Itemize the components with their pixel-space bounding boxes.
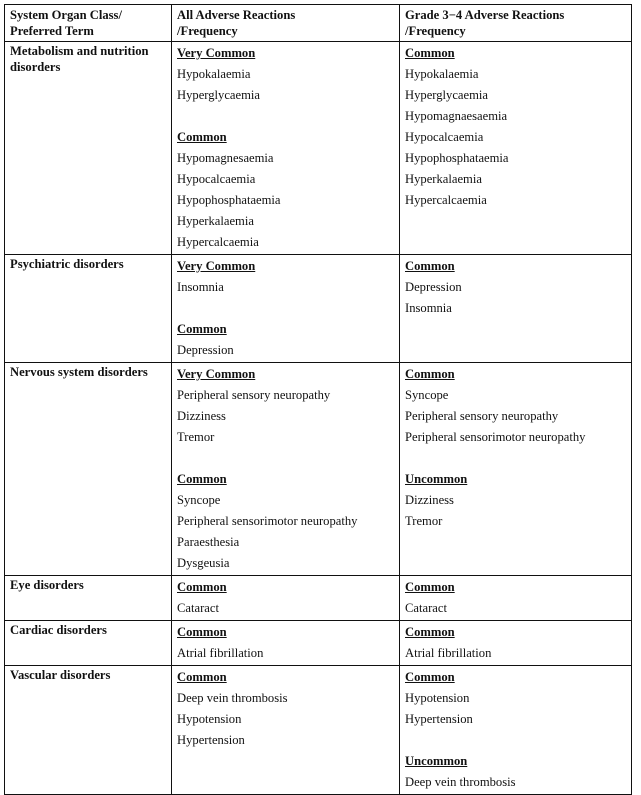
frequency-heading: Common <box>405 625 455 639</box>
frequency-heading: Uncommon <box>405 754 468 768</box>
frequency-heading: Common <box>177 322 227 336</box>
system-organ-class-cell: Nervous system disorders <box>5 363 172 576</box>
preferred-term: Hyperkalaemia <box>177 214 254 228</box>
system-organ-class-cell: Cardiac disorders <box>5 621 172 666</box>
table-body <box>5 42 632 795</box>
grade34-reactions-cell <box>400 576 632 621</box>
frequency-heading: Common <box>405 580 455 594</box>
system-organ-class-cell: Psychiatric disorders <box>5 255 172 363</box>
group-spacer <box>177 107 395 128</box>
preferred-term: Tremor <box>177 430 215 444</box>
group-spacer <box>405 449 627 470</box>
frequency-heading: Very Common <box>177 259 256 273</box>
frequency-heading: Common <box>405 259 455 273</box>
all-reactions-cell <box>172 576 400 621</box>
preferred-term: Insomnia <box>405 301 452 315</box>
preferred-term: Hyperglycaemia <box>177 88 260 102</box>
preferred-term: Hypercalcaemia <box>405 193 487 207</box>
table-row <box>5 666 632 795</box>
frequency-heading: Common <box>405 670 455 684</box>
preferred-term: Dizziness <box>177 409 226 423</box>
frequency-heading: Uncommon <box>405 472 468 486</box>
all-reactions-cell <box>172 255 400 363</box>
frequency-heading: Common <box>405 46 455 60</box>
preferred-term: Syncope <box>405 388 449 402</box>
preferred-term: Paraesthesia <box>177 535 240 549</box>
group-spacer <box>405 731 627 752</box>
preferred-term: Hypocalcaemia <box>405 130 484 144</box>
preferred-term: Hypotension <box>177 712 242 726</box>
table-row <box>5 255 632 363</box>
grade34-reactions-cell <box>400 666 632 795</box>
preferred-term: Hypocalcaemia <box>177 172 256 186</box>
frequency-heading: Common <box>177 625 227 639</box>
all-reactions-cell <box>172 363 400 576</box>
preferred-term: Depression <box>405 280 462 294</box>
preferred-term: Dizziness <box>405 493 454 507</box>
preferred-term: Peripheral sensory neuropathy <box>177 388 331 402</box>
frequency-heading: Common <box>405 367 455 381</box>
preferred-term: Deep vein thrombosis <box>177 691 288 705</box>
preferred-term: Cataract <box>405 601 447 615</box>
header-grade34-reactions: Grade 3−4 Adverse Reactions /Frequency <box>400 5 632 42</box>
table-row <box>5 42 632 255</box>
preferred-term: Tremor <box>405 514 443 528</box>
table-row <box>5 621 632 666</box>
all-reactions-cell <box>172 666 400 795</box>
preferred-term: Atrial fibrillation <box>177 646 264 660</box>
frequency-heading: Common <box>177 472 227 486</box>
preferred-term: Hypophosphataemia <box>177 193 281 207</box>
system-organ-class-cell: Metabolism and nutrition disorders <box>5 42 172 255</box>
header-all-reactions: All Adverse Reactions /Frequency <box>172 5 400 42</box>
grade34-reactions-cell <box>400 621 632 666</box>
preferred-term: Depression <box>177 343 234 357</box>
table-row <box>5 576 632 621</box>
frequency-heading: Common <box>177 670 227 684</box>
preferred-term: Deep vein thrombosis <box>405 775 516 789</box>
preferred-term: Hyperkalaemia <box>405 172 482 186</box>
preferred-term: Insomnia <box>177 280 224 294</box>
preferred-term: Peripheral sensorimotor neuropathy <box>177 514 358 528</box>
preferred-term: Hypomagnaesaemia <box>405 109 508 123</box>
grade34-reactions-cell <box>400 363 632 576</box>
adverse-reactions-table <box>4 4 632 795</box>
all-reactions-cell <box>172 42 400 255</box>
frequency-heading: Common <box>177 130 227 144</box>
preferred-term: Hypertension <box>177 733 245 747</box>
preferred-term: Hypophosphataemia <box>405 151 509 165</box>
preferred-term: Hypomagnesaemia <box>177 151 274 165</box>
preferred-term: Peripheral sensory neuropathy <box>405 409 559 423</box>
grade34-reactions-cell <box>400 42 632 255</box>
header-soc: System Organ Class/ Preferred Term <box>5 5 172 42</box>
preferred-term: Cataract <box>177 601 219 615</box>
header-row <box>5 5 632 42</box>
preferred-term: Atrial fibrillation <box>405 646 492 660</box>
table-row <box>5 363 632 576</box>
frequency-heading: Common <box>177 580 227 594</box>
preferred-term: Hypercalcaemia <box>177 235 259 249</box>
preferred-term: Hypertension <box>405 712 473 726</box>
preferred-term: Hypokalaemia <box>177 67 251 81</box>
preferred-term: Hyperglycaemia <box>405 88 488 102</box>
preferred-term: Hypotension <box>405 691 470 705</box>
frequency-heading: Very Common <box>177 367 256 381</box>
preferred-term: Dysgeusia <box>177 556 230 570</box>
grade34-reactions-cell <box>400 255 632 363</box>
all-reactions-cell <box>172 621 400 666</box>
preferred-term: Peripheral sensorimotor neuropathy <box>405 430 586 444</box>
group-spacer <box>177 299 395 320</box>
preferred-term: Hypokalaemia <box>405 67 479 81</box>
preferred-term: Syncope <box>177 493 221 507</box>
system-organ-class-cell: Vascular disorders <box>5 666 172 795</box>
group-spacer <box>177 449 395 470</box>
system-organ-class-cell: Eye disorders <box>5 576 172 621</box>
frequency-heading: Very Common <box>177 46 256 60</box>
